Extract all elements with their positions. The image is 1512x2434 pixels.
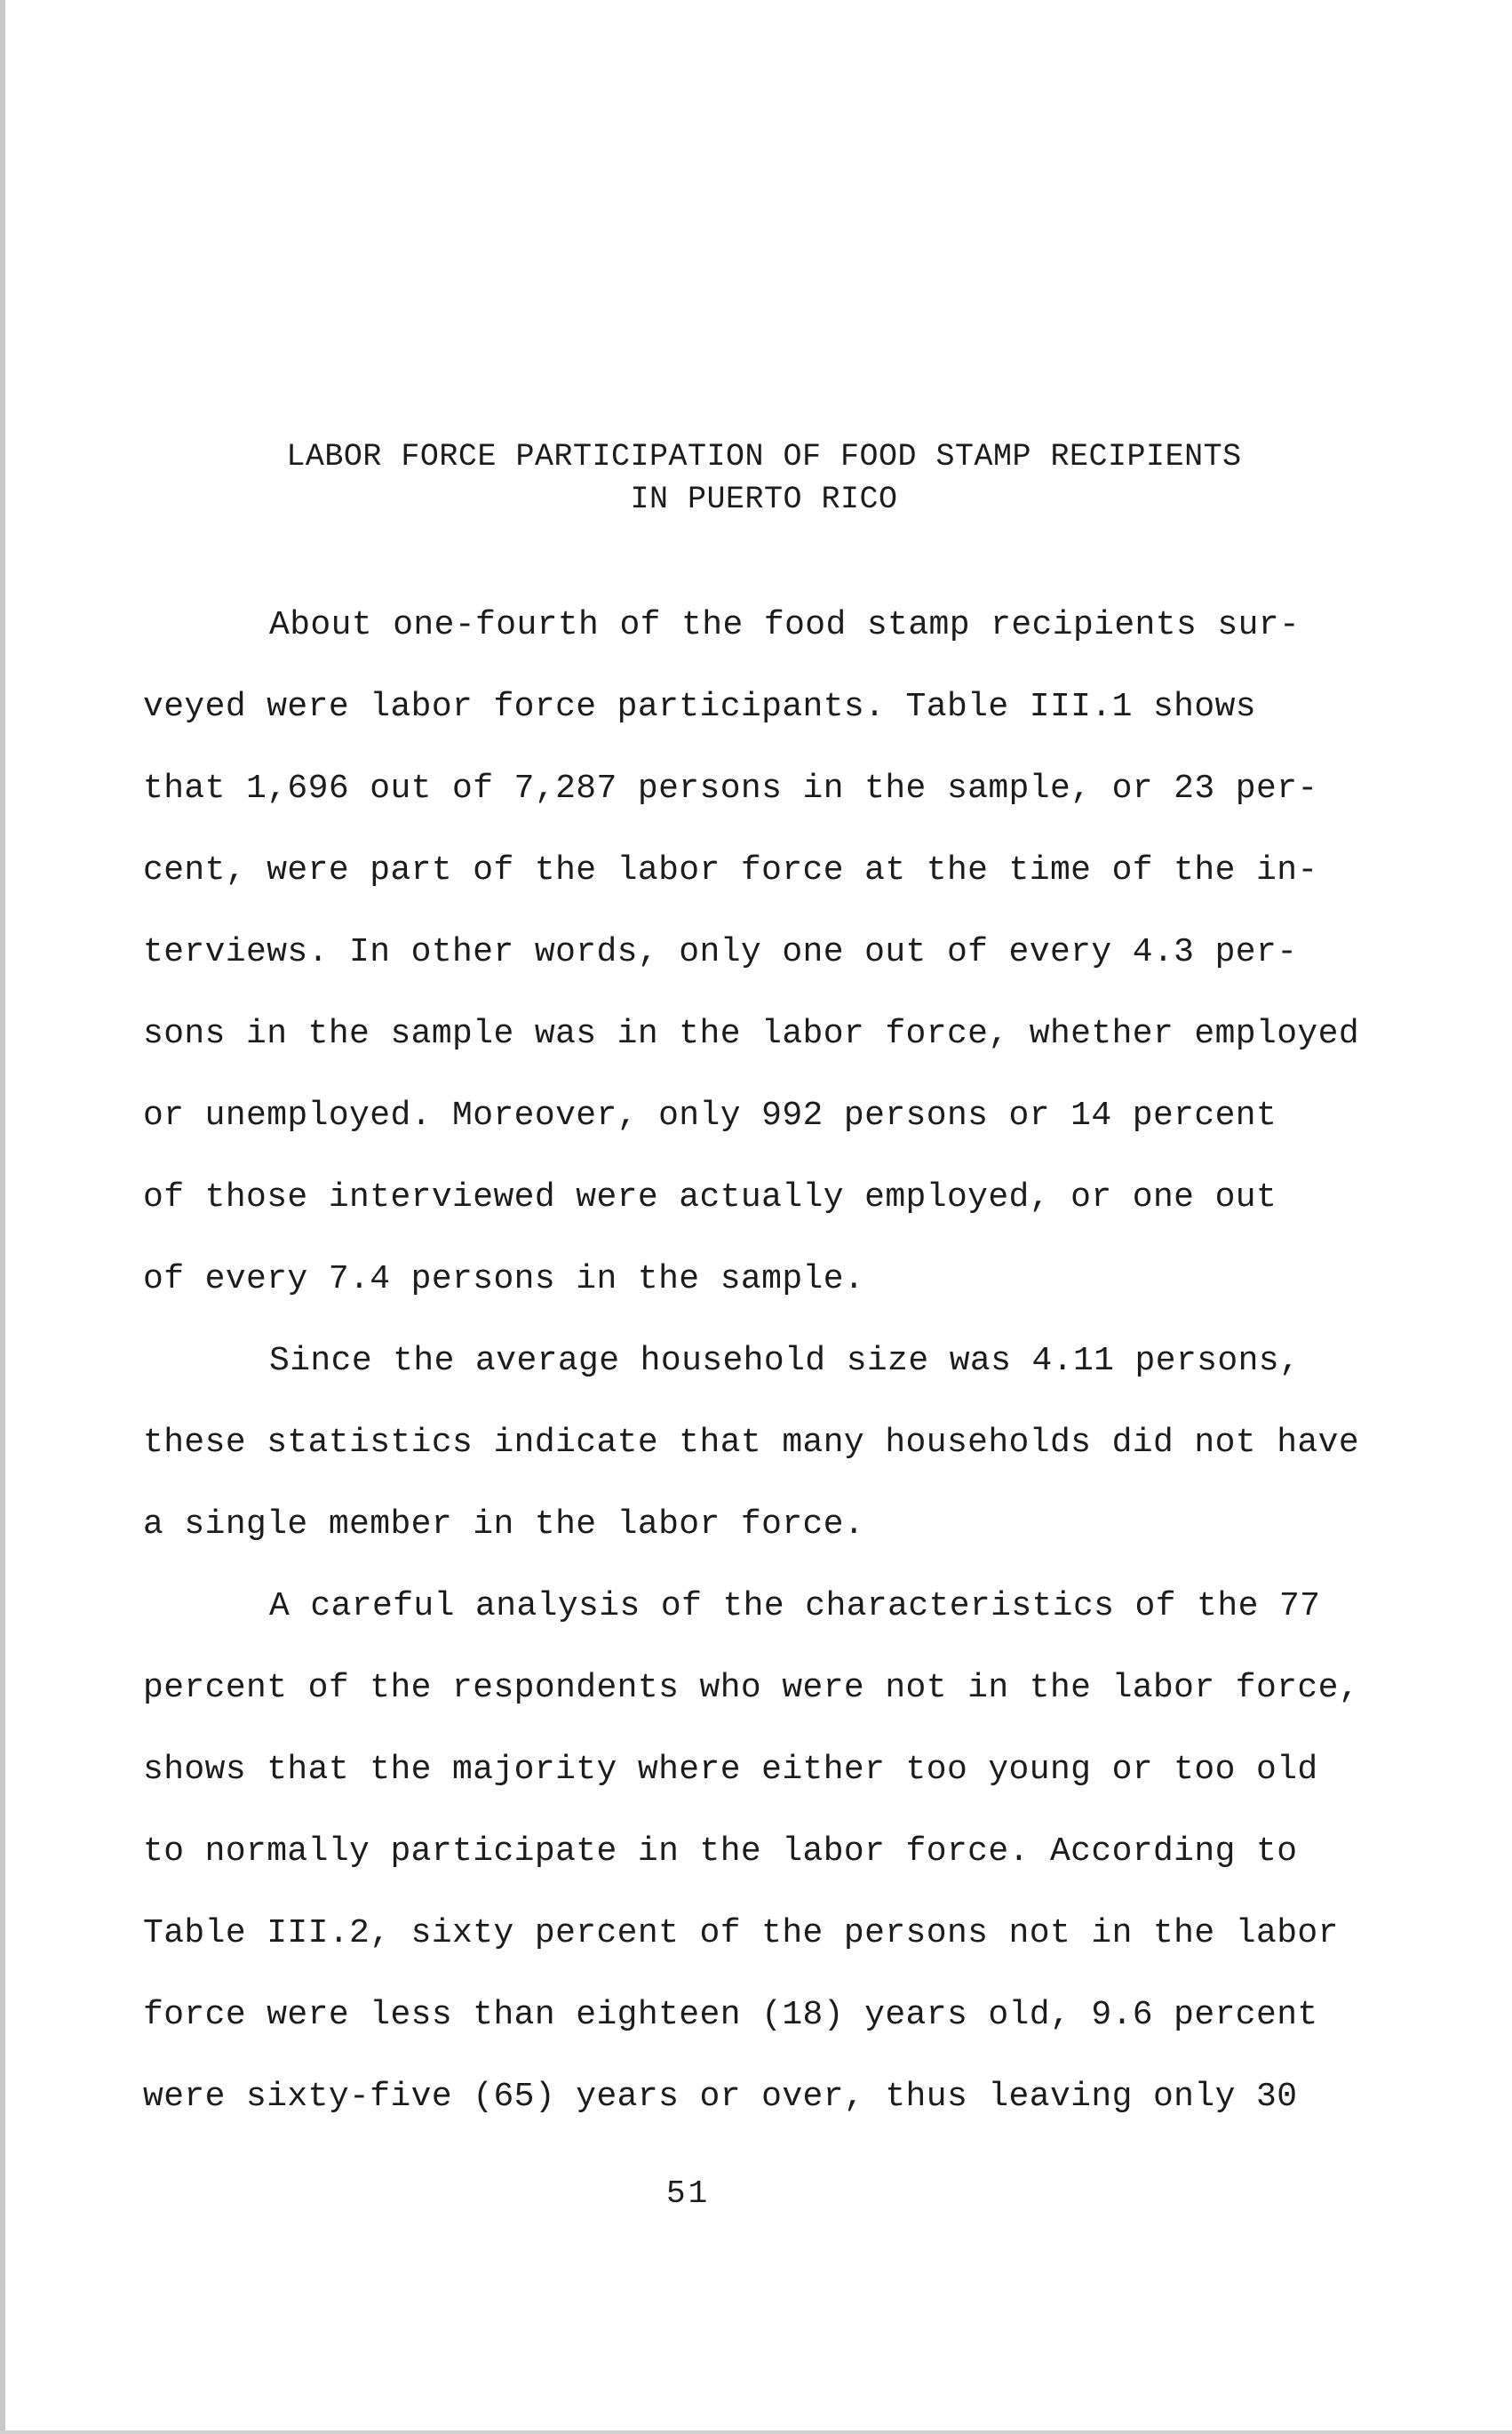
body-line: A careful analysis of the characteristics of the 77 <box>269 1587 1321 1625</box>
body-line: cent, were part of the labor force at the time of the in- <box>143 851 1318 890</box>
body-line: of every 7.4 persons in the sample. <box>143 1260 865 1298</box>
body-line: these statistics indicate that many households did not have <box>143 1424 1360 1462</box>
body-line: a single member in the labor force. <box>143 1505 865 1544</box>
page-title <box>133 435 1395 521</box>
body-line: to normally participate in the labor force. According to <box>143 1832 1298 1871</box>
body-line: that 1,696 out of 7,287 persons in the sample, or 23 per- <box>143 770 1318 808</box>
body-line: shows that the majority where either too young or too old <box>143 1751 1318 1789</box>
page-number: 51 <box>666 2175 711 2212</box>
body-line: of those interviewed were actually employed, or one out <box>143 1178 1277 1217</box>
title-line-1: LABOR FORCE PARTICIPATION OF FOOD STAMP RECIPIENTS <box>286 439 1242 475</box>
body-line: terviews. In other words, only one out of every 4.3 per- <box>143 933 1298 971</box>
title-line-2: IN PUERTO RICO <box>630 482 898 517</box>
body-line: or unemployed. Moreover, only 992 persons or 14 percent <box>143 1097 1277 1135</box>
body-line: Since the average household size was 4.11 persons, <box>269 1342 1301 1380</box>
scan-edge-left <box>0 0 5 2434</box>
body-line: force were less than eighteen (18) years old, 9.6 percent <box>143 1996 1318 2034</box>
body-line: veyed were labor force participants. Table III.1 shows <box>143 688 1256 726</box>
body-line: percent of the respondents who were not in the labor force, <box>143 1669 1360 1707</box>
body-line: were sixty-five (65) years or over, thus leaving only 30 <box>143 2078 1298 2116</box>
body-line: About one-fourth of the food stamp recipients sur- <box>269 606 1301 644</box>
body-line: Table III.2, sixty percent of the persons not in the labor <box>143 1914 1339 1952</box>
scan-edge-bottom <box>0 2430 1512 2434</box>
body-line: sons in the sample was in the labor force, whether employed <box>143 1015 1360 1053</box>
